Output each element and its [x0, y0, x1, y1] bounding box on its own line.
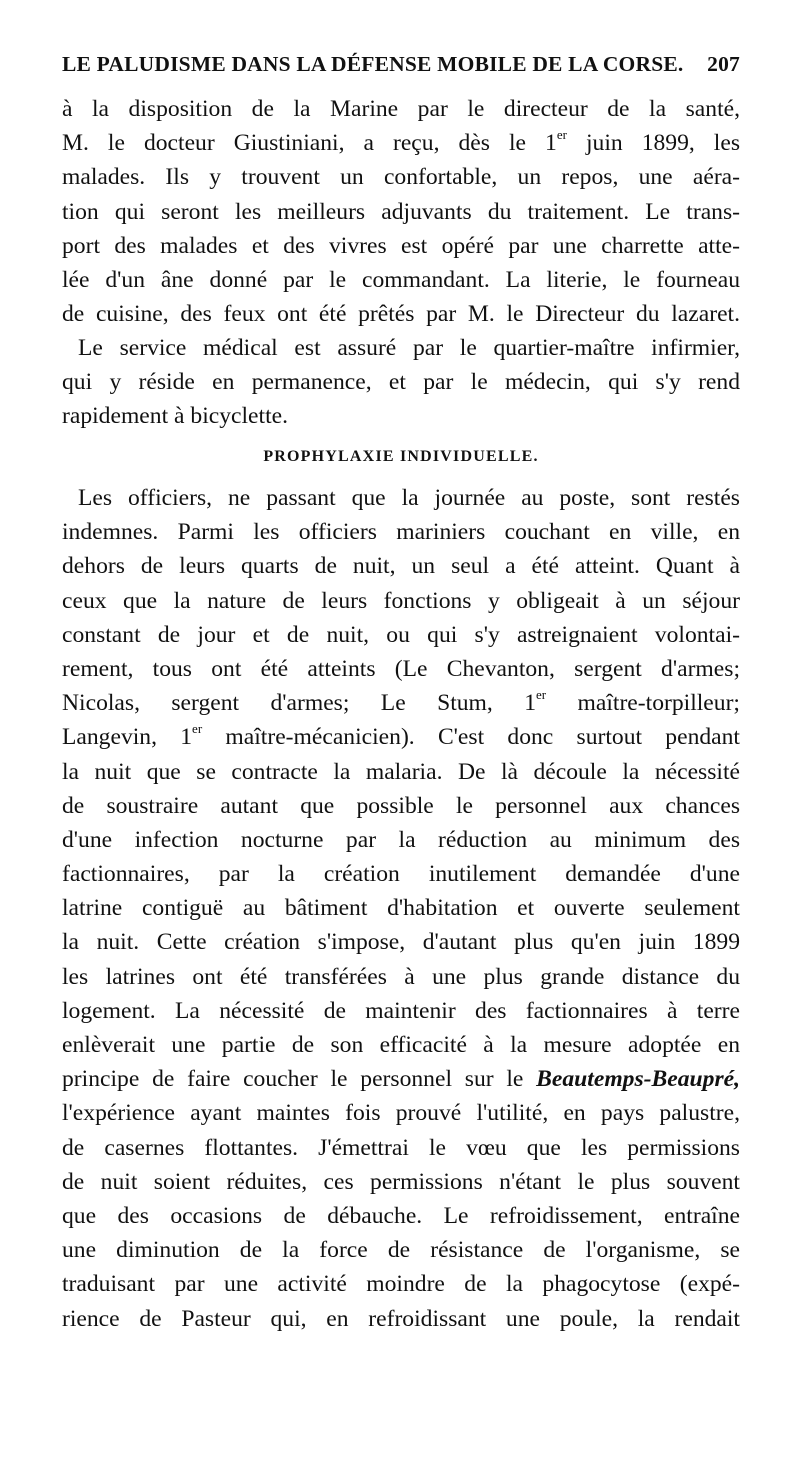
running-title: LE PALUDISME DANS LA DÉFENSE MOBILE DE LA CORSE.	[62, 52, 684, 76]
text-line: l'expérience ayant maintes fois prouvé l'utilité, en pays palustre,	[62, 1100, 740, 1127]
text-line: la nuit que se contracte la malaria. De là découle la nécessité	[62, 758, 740, 785]
text-line: indemnes. Parmi les officiers mariniers couchant en ville, en	[62, 519, 740, 546]
text-line: traduisant par une activité moindre de la phagocytose (expé-	[62, 1271, 740, 1298]
text-line: rience de Pasteur qui, en refroidissant une poule, la rendait	[62, 1305, 740, 1332]
running-header	[62, 52, 740, 77]
text-line: rapidement à bicyclette.	[62, 403, 288, 430]
text-line: factionnaires, par la création inutilement demandée d'une	[62, 861, 740, 888]
text-line: qui y réside en permanence, et par le médecin, qui s'y rend	[62, 369, 740, 396]
text-line: de cuisine, des feux ont été prêtés par M. le Directeur du lazaret.	[62, 301, 740, 328]
text-line: constant de jour et de nuit, ou qui s'y astreignaient volontai-	[62, 621, 740, 648]
ship-name: Beautemps-Beaupré,	[536, 1066, 740, 1093]
text-line: tion qui seront les meilleurs adjuvants du traitement. Le trans-	[62, 198, 740, 225]
text-line: Nicolas, sergent d'armes; Le Stum, 1er maître-torpilleur;	[62, 687, 740, 717]
text-line: M. le docteur Giustiniani, a reçu, dès le 1er juin 1899, les	[62, 127, 741, 157]
text-line: enlèverait une partie de son efficacité à la mesure adoptée en	[62, 1032, 740, 1058]
text-line: de casernes flottantes. J'émettrai le vœu que les permissions	[62, 1134, 740, 1161]
section-heading: PROPHYLAXIE INDIVIDUELLE.	[263, 448, 539, 465]
text-line: à la disposition de la Marine par le directeur de la santé,	[62, 96, 740, 122]
text-line: la nuit. Cette création s'impose, d'autant plus qu'en juin 1899	[62, 929, 740, 956]
text-line: lée d'un âne donné par le commandant. La literie, le fourneau	[62, 266, 740, 293]
text-line: latrine contiguë au bâtiment d'habitation et ouverte seulement	[62, 895, 740, 922]
paragraph-2	[62, 331, 740, 434]
text-line: Langevin, 1er maître-mécanicien). C'est donc surtout pendant	[62, 721, 740, 751]
text-line: rement, tous ont été atteints (Le Chevanton, sergent d'armes;	[62, 655, 740, 682]
text-line: malades. Ils y trouvent un confortable, un repos, une aéra-	[62, 164, 740, 191]
text-line: Les officiers, ne passant que la journée au poste, sont restés	[78, 485, 740, 511]
text-line: logement. La nécessité de maintenir des factionnaires à terre	[62, 997, 740, 1024]
paragraph-1	[62, 92, 740, 331]
text-line: dehors de leurs quarts de nuit, un seul a été atteint. Quant à	[62, 553, 740, 580]
page-number: 207	[707, 52, 740, 76]
text-line: ceux que la nature de leurs fonctions y obligeait à un séjour	[62, 587, 740, 614]
text-line: de soustraire autant que possible le personnel aux chances	[62, 792, 740, 819]
text-line: les latrines ont été transférées à une plus grande distance du	[62, 963, 740, 990]
text-line: d'une infection nocturne par la réduction au minimum des	[62, 826, 740, 853]
text-line: Le service médical est assuré par le quartier-maître infirmier,	[78, 335, 740, 361]
text-line: principe de faire coucher le personnel sur le Beautemps-Beaupré,	[62, 1066, 740, 1093]
text-line: port des malades et des vivres est opéré par une charrette atte-	[62, 232, 740, 259]
paragraph-3	[62, 481, 740, 1336]
text-line: que des occasions de débauche. Le refroidissement, entraîne	[62, 1202, 740, 1229]
text-line: une diminution de la force de résistance de l'organisme, se	[62, 1237, 740, 1264]
text-line: de nuit soient réduites, ces permissions n'étant le plus souvent	[62, 1168, 740, 1195]
